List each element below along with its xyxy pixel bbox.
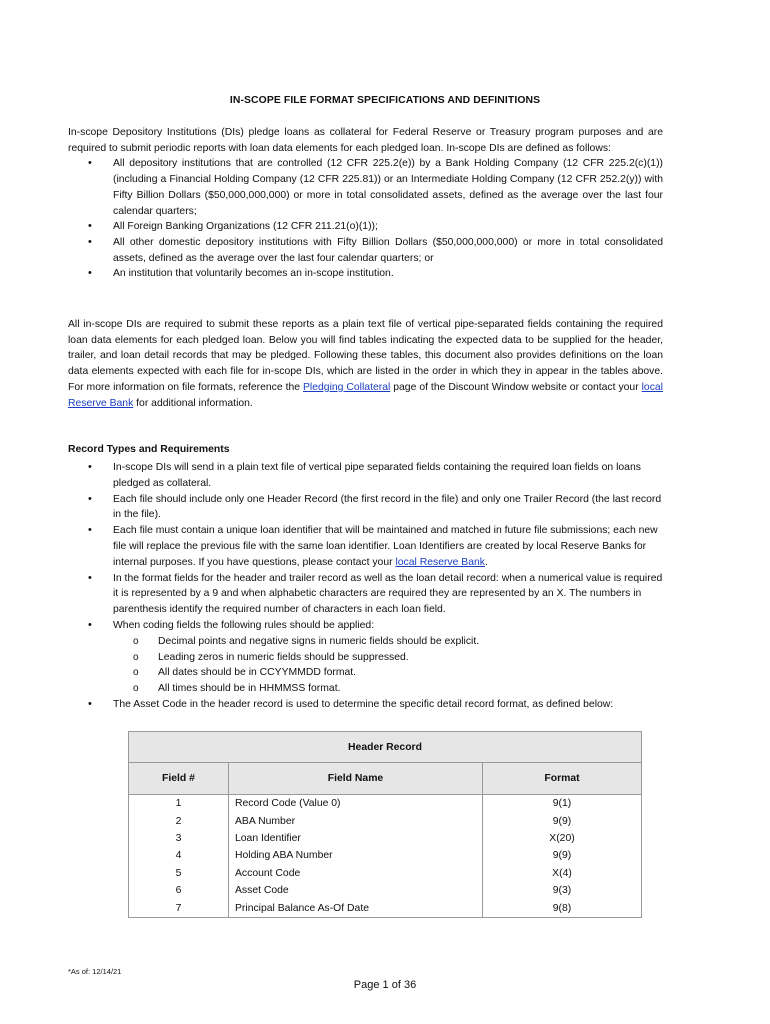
list-item: • All depository institutions that are controlled (12 CFR 225.2(e)) by a Bank Holding Company (12 CFR 225.2(c)(1)) (including a Financial Holding Company (12 CFR 225.81)) or an Intermediate Holding Company (12 CFR 252.2(y)) with Fifty Billion Dollars ($50,000,000,000) or more in total consolidated assets, defined as the average over the last four calendar quarters; — [68, 156, 663, 219]
field-format: 9(9) — [483, 812, 642, 829]
field-number: 6 — [129, 882, 229, 899]
local-reserve-bank-link[interactable]: local Reserve Bank — [68, 381, 663, 409]
field-format: 9(8) — [483, 899, 642, 917]
header-record-table — [128, 731, 642, 918]
table-row — [129, 830, 642, 847]
local-reserve-bank-link[interactable]: local Reserve Bank — [395, 556, 485, 568]
field-name: Holding ABA Number — [229, 847, 483, 864]
field-format: X(4) — [483, 865, 642, 882]
sub-list-item: o All dates should be in CCYYMMDD format. — [113, 665, 663, 681]
table-row — [129, 847, 642, 864]
field-format: 9(3) — [483, 882, 642, 899]
field-format: 9(9) — [483, 847, 642, 864]
list-item: • In-scope DIs will send in a plain text file of vertical pipe separated fields containing the required loan fields on loans pledged as collateral. — [68, 460, 663, 492]
table-row — [129, 899, 642, 917]
field-name: Principal Balance As-Of Date — [229, 899, 483, 917]
list-item: • All Foreign Banking Organizations (12 CFR 211.21(o)(1)); — [68, 219, 663, 235]
column-header: Field # — [129, 763, 229, 795]
paragraph-text: page of the Discount Window website or contact your — [390, 381, 642, 393]
list-item-text: Each file must contain a unique loan identifier that will be maintained and matched in future file submissions; each new file will replace the previous file with the same loan identifier. Loan Identifiers are created by local Reserve Banks for internal purposes. If you have questions, please contact your — [113, 525, 658, 568]
field-number: 5 — [129, 865, 229, 882]
field-format: 9(1) — [483, 795, 642, 813]
in-scope-list — [68, 156, 663, 282]
list-item — [68, 523, 663, 570]
table-row — [129, 812, 642, 829]
submission-paragraph — [68, 317, 663, 411]
section-heading: Record Types and Requirements — [68, 444, 230, 455]
list-item — [68, 618, 663, 697]
intro-paragraph: In-scope Depository Institutions (DIs) pledge loans as collateral for Federal Reserve or Treasury program purposes and are required to submit periodic reports with loan data elements for each pledged loan. In-scope DIs are defined as follows: — [68, 127, 663, 154]
field-name: ABA Number — [229, 812, 483, 829]
table-row — [129, 865, 642, 882]
list-item-text: . — [484, 556, 488, 568]
requirements-list — [68, 460, 663, 713]
field-number: 2 — [129, 812, 229, 829]
field-name: Loan Identifier — [229, 830, 483, 847]
paragraph-text: All in-scope DIs are required to submit these reports as a plain text file of vertical pipe-separated fields containing the required loan data elements for each pledged loan. Below you will find tables indicating the expected data to be supplied for the header, trailer, and loan detail records that may be pledged. Following these tables, this document also provides definitions on the loan data elements expected with each file for in-scope DIs, which are listed in the order in which they in appear in the tables above. For more information on file formats, reference the — [68, 319, 663, 393]
sub-list-item: o Decimal points and negative signs in numeric fields should be explicit. — [113, 634, 663, 650]
page-number: Page 1 of 36 — [353, 979, 417, 991]
list-item-text: When coding fields the following rules should be applied: — [113, 619, 375, 631]
field-number: 4 — [129, 847, 229, 864]
paragraph-text: for additional information. — [133, 397, 253, 409]
field-number: 7 — [129, 899, 229, 917]
field-number: 3 — [129, 830, 229, 847]
list-item: • An institution that voluntarily becomes an in-scope institution. — [68, 266, 663, 282]
list-item: • In the format fields for the header and trailer record as well as the loan detail record: when a numerical value is required it is represented by a 9 and when alphabetic characters are required they are represented by an X. The numbers in parenthesis identify the required number of characters in each loan field. — [68, 571, 663, 618]
pledging-collateral-link[interactable]: Pledging Collateral — [303, 381, 391, 393]
table-row — [129, 882, 642, 899]
record-requirements — [68, 460, 663, 713]
sub-list-item: o All times should be in HHMMSS format. — [113, 681, 663, 697]
sub-list-item: o Leading zeros in numeric fields should be suppressed. — [113, 650, 663, 666]
table-caption: Header Record — [129, 732, 642, 763]
field-name: Record Code (Value 0) — [229, 795, 483, 813]
table-row — [129, 795, 642, 813]
as-of-footnote: *As of: 12/14/21 — [68, 967, 122, 976]
list-item: • The Asset Code in the header record is used to determine the specific detail record format, as defined below: — [68, 697, 663, 713]
field-format: X(20) — [483, 830, 642, 847]
intro-section — [68, 125, 663, 282]
column-header: Format — [483, 763, 642, 795]
coding-rules-list — [113, 634, 663, 697]
list-item: • All other domestic depository institutions with Fifty Billion Dollars ($50,000,000,000) or more in total consolidated assets, defined as the average over the last four calendar quarters; or — [68, 235, 663, 266]
column-header: Field Name — [229, 763, 483, 795]
field-number: 1 — [129, 795, 229, 813]
list-item: • Each file should include only one Header Record (the first record in the file) and only one Trailer Record (the last record in the file). — [68, 492, 663, 524]
field-name: Asset Code — [229, 882, 483, 899]
table-header-row — [129, 763, 642, 795]
page-title: IN-SCOPE FILE FORMAT SPECIFICATIONS AND DEFINITIONS — [229, 95, 541, 106]
field-name: Account Code — [229, 865, 483, 882]
